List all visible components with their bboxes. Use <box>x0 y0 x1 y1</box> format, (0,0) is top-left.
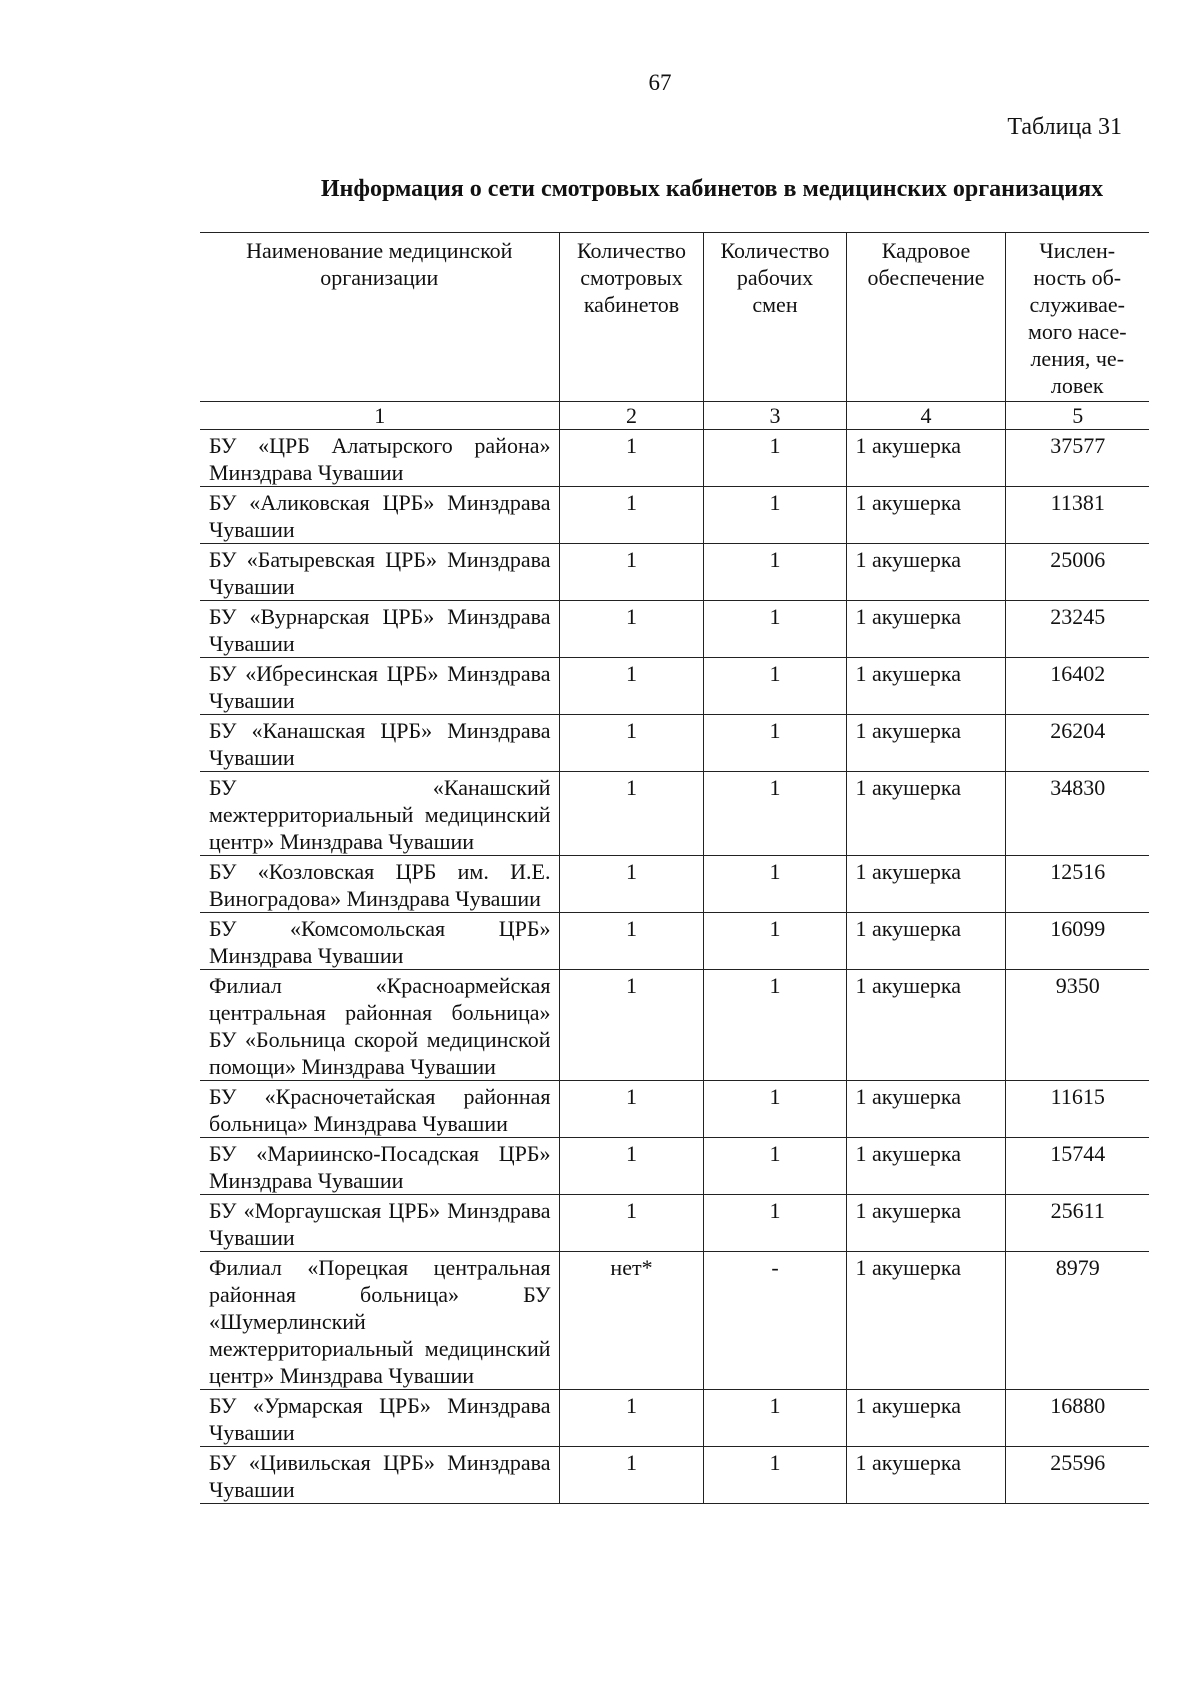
shifts-cell: 1 <box>703 715 846 772</box>
shifts-cell: - <box>703 1252 846 1390</box>
shifts-cell: 1 <box>703 970 846 1081</box>
rooms-cell: 1 <box>559 1081 703 1138</box>
rooms-cell: 1 <box>559 1195 703 1252</box>
organization-cell: БУ «Мариинско-Посадская ЦРБ» Минздрава Чувашии <box>200 1138 559 1195</box>
rooms-cell: 1 <box>559 601 703 658</box>
population-cell: 9350 <box>1005 970 1149 1081</box>
population-cell: 25006 <box>1005 544 1149 601</box>
organization-cell: БУ «Канашская ЦРБ» Минздрава Чувашии <box>200 715 559 772</box>
organization-cell: БУ «Цивильская ЦРБ» Минздрава Чувашии <box>200 1447 559 1504</box>
table-row <box>200 601 1149 658</box>
column-header-population: Числен- ность об- служивае- мого насе- ления, че- ловек <box>1005 233 1149 402</box>
shifts-cell: 1 <box>703 487 846 544</box>
staff-cell: 1 акушерка <box>846 1081 1005 1138</box>
column-number: 4 <box>846 402 1005 430</box>
document-title: Информация о сети смотровых кабинетов в медицинских организациях <box>320 176 1104 202</box>
shifts-cell: 1 <box>703 856 846 913</box>
population-cell: 11381 <box>1005 487 1149 544</box>
table-row <box>200 772 1149 856</box>
population-cell: 23245 <box>1005 601 1149 658</box>
organization-cell: БУ «Канашский межтерриториальный медицинский центр» Минздрава Чувашии <box>200 772 559 856</box>
table-row <box>200 430 1149 487</box>
organization-cell: БУ «Вурнарская ЦРБ» Минздрава Чувашии <box>200 601 559 658</box>
rooms-cell: нет* <box>559 1252 703 1390</box>
rooms-cell: 1 <box>559 430 703 487</box>
organization-cell: БУ «Аликовская ЦРБ» Минздрава Чувашии <box>200 487 559 544</box>
staff-cell: 1 акушерка <box>846 430 1005 487</box>
table-row <box>200 658 1149 715</box>
staff-cell: 1 акушерка <box>846 970 1005 1081</box>
organization-cell: БУ «Урмарская ЦРБ» Минздрава Чувашии <box>200 1390 559 1447</box>
rooms-cell: 1 <box>559 772 703 856</box>
table-row <box>200 715 1149 772</box>
column-header-organization: Наименование медицинской организации <box>200 233 559 402</box>
rooms-cell: 1 <box>559 658 703 715</box>
staff-cell: 1 акушерка <box>846 1195 1005 1252</box>
page-number: 67 <box>648 70 672 95</box>
shifts-cell: 1 <box>703 1138 846 1195</box>
table-row <box>200 913 1149 970</box>
organization-cell: БУ «Козловская ЦРБ им. И.Е. Виноградова» Минздрава Чувашии <box>200 856 559 913</box>
organization-cell: БУ «Моргаушская ЦРБ» Минздрава Чувашии <box>200 1195 559 1252</box>
organization-cell: БУ «Комсомольская ЦРБ» Минздрава Чувашии <box>200 913 559 970</box>
staff-cell: 1 акушерка <box>846 1138 1005 1195</box>
population-cell: 16880 <box>1005 1390 1149 1447</box>
population-cell: 16099 <box>1005 913 1149 970</box>
organization-cell: Филиал «Красноармейская центральная районная больница» БУ «Больница скорой медицинской помощи» Минздрава Чувашии <box>200 970 559 1081</box>
organization-cell: Филиал «Порецкая центральная районная больница» БУ «Шумерлинский межтерриториальный медицинский центр» Минздрава Чувашии <box>200 1252 559 1390</box>
table-row <box>200 1447 1149 1504</box>
table-row <box>200 856 1149 913</box>
population-cell: 12516 <box>1005 856 1149 913</box>
population-cell: 37577 <box>1005 430 1149 487</box>
organization-cell: БУ «Красночетайская районная больница» Минздрава Чувашии <box>200 1081 559 1138</box>
staff-cell: 1 акушерка <box>846 772 1005 856</box>
organization-cell: БУ «Батыревская ЦРБ» Минздрава Чувашии <box>200 544 559 601</box>
staff-cell: 1 акушерка <box>846 1252 1005 1390</box>
table-row <box>200 487 1149 544</box>
rooms-cell: 1 <box>559 487 703 544</box>
shifts-cell: 1 <box>703 1195 846 1252</box>
column-header-shifts: Количество рабочих смен <box>703 233 846 402</box>
shifts-cell: 1 <box>703 658 846 715</box>
shifts-cell: 1 <box>703 913 846 970</box>
table-row <box>200 1081 1149 1138</box>
organization-cell: БУ «ЦРБ Алатырского района» Минздрава Чувашии <box>200 430 559 487</box>
staff-cell: 1 акушерка <box>846 1447 1005 1504</box>
rooms-cell: 1 <box>559 1390 703 1447</box>
rooms-cell: 1 <box>559 1447 703 1504</box>
population-cell: 11615 <box>1005 1081 1149 1138</box>
staff-cell: 1 акушерка <box>846 1390 1005 1447</box>
staff-cell: 1 акушерка <box>846 658 1005 715</box>
rooms-cell: 1 <box>559 1138 703 1195</box>
shifts-cell: 1 <box>703 544 846 601</box>
table-row <box>200 1390 1149 1447</box>
population-cell: 15744 <box>1005 1138 1149 1195</box>
shifts-cell: 1 <box>703 430 846 487</box>
population-cell: 16402 <box>1005 658 1149 715</box>
column-number-row <box>200 402 1149 430</box>
header-row <box>200 233 1149 402</box>
organization-cell: БУ «Ибресинская ЦРБ» Минздрава Чувашии <box>200 658 559 715</box>
staff-cell: 1 акушерка <box>846 856 1005 913</box>
rooms-cell: 1 <box>559 970 703 1081</box>
shifts-cell: 1 <box>703 1390 846 1447</box>
staff-cell: 1 акушерка <box>846 544 1005 601</box>
population-cell: 34830 <box>1005 772 1149 856</box>
staff-cell: 1 акушерка <box>846 487 1005 544</box>
column-number: 2 <box>559 402 703 430</box>
table-row <box>200 1252 1149 1390</box>
rooms-cell: 1 <box>559 544 703 601</box>
table-row <box>200 1138 1149 1195</box>
shifts-cell: 1 <box>703 601 846 658</box>
table-row <box>200 544 1149 601</box>
rooms-cell: 1 <box>559 856 703 913</box>
population-cell: 26204 <box>1005 715 1149 772</box>
staff-cell: 1 акушерка <box>846 715 1005 772</box>
column-header-staff: Кадровое обеспечение <box>846 233 1005 402</box>
table-row <box>200 1195 1149 1252</box>
staff-cell: 1 акушерка <box>846 601 1005 658</box>
population-cell: 8979 <box>1005 1252 1149 1390</box>
column-number: 1 <box>200 402 559 430</box>
population-cell: 25596 <box>1005 1447 1149 1504</box>
staff-cell: 1 акушерка <box>846 913 1005 970</box>
shifts-cell: 1 <box>703 772 846 856</box>
column-header-rooms: Количество смотровых кабинетов <box>559 233 703 402</box>
column-number: 5 <box>1005 402 1149 430</box>
shifts-cell: 1 <box>703 1081 846 1138</box>
rooms-cell: 1 <box>559 715 703 772</box>
population-cell: 25611 <box>1005 1195 1149 1252</box>
shifts-cell: 1 <box>703 1447 846 1504</box>
screening-rooms-table <box>200 232 1149 1504</box>
rooms-cell: 1 <box>559 913 703 970</box>
column-number: 3 <box>703 402 846 430</box>
table-label: Таблица 31 <box>1007 114 1122 140</box>
table-row <box>200 970 1149 1081</box>
